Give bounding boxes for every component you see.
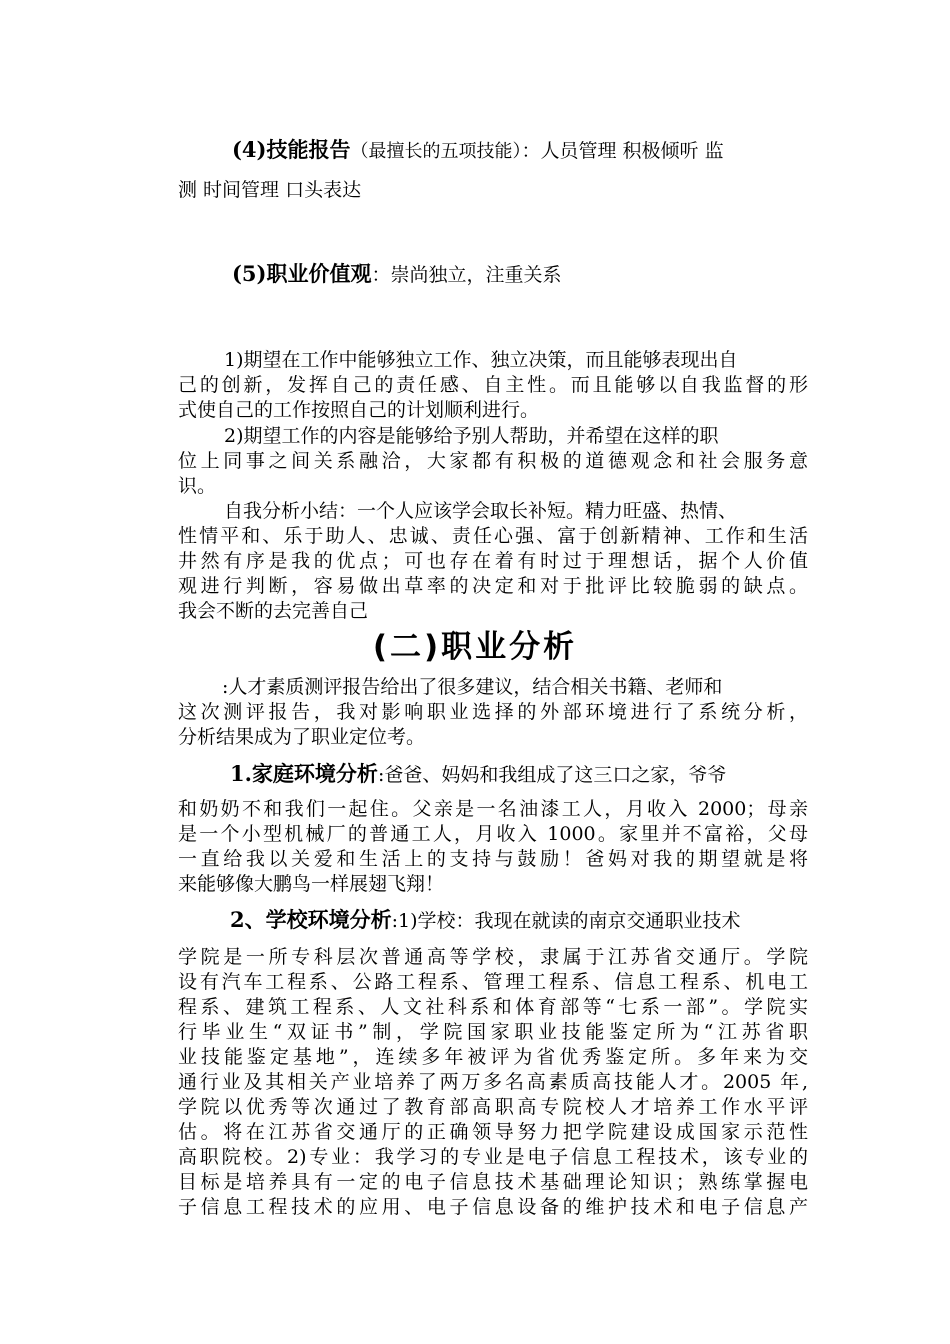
para2-line-2: 位上同事之间关系融洽，大家都有积极的道德观念和社会服务意 bbox=[178, 450, 808, 472]
school-first-rest: :1)学校：我现在就读的南京交通职业技术 bbox=[391, 910, 741, 932]
section-title: (二)职业分析 bbox=[372, 629, 578, 665]
values-rest: ：崇尚独立，注重关系 bbox=[371, 264, 562, 286]
school-label: 2、学校环境分析 bbox=[230, 907, 392, 932]
school-first-line bbox=[230, 908, 741, 933]
para3-line-5: 我会不断的去完善自己 bbox=[178, 600, 369, 622]
skills-line-2: 测 时间管理 口头表达 bbox=[178, 179, 362, 201]
school-line: 高职院校。2)专业：我学习的专业是电子信息工程技术，该专业的 bbox=[178, 1146, 808, 1168]
skills-label: (4)技能报告 bbox=[232, 137, 351, 162]
para2-line-3: 识。 bbox=[178, 475, 217, 497]
para1-line-2: 己的创新，发挥自己的责任感、自主性。而且能够以自我监督的形 bbox=[178, 374, 808, 396]
school-line: 行毕业生“双证书”制，学院国家职业技能鉴定所为“江苏省职 bbox=[178, 1021, 808, 1043]
para1-line-1: 1)期望在工作中能够独立工作、独立决策，而且能够表现出自 bbox=[224, 349, 738, 371]
school-line: 子信息工程技术的应用、电子信息设备的维护技术和电子信息产 bbox=[178, 1196, 808, 1218]
para4-line-3: 分析结果成为了职业定位考。 bbox=[178, 726, 426, 748]
para4-line-1: :人才素质测评报告给出了很多建议，结合相关书籍、老师和 bbox=[222, 676, 723, 698]
values-label: (5)职业价值观 bbox=[232, 261, 372, 286]
para1-line-3: 式使自己的工作按照自己的计划顺利进行。 bbox=[178, 399, 540, 421]
skills-line-1 bbox=[232, 138, 724, 164]
family-label: 1.家庭环境分析 bbox=[230, 761, 378, 786]
school-line: 目标是培养具有一定的电子信息技术基础理论知识；熟练掌握电 bbox=[178, 1171, 808, 1193]
family-first-rest: :爸爸、妈妈和我组成了这三口之家，爷爷 bbox=[377, 764, 727, 786]
para3-line-1: 自我分析小结：一个人应该学会取长补短。精力旺盛、热情、 bbox=[224, 500, 738, 522]
family-line: 是一个小型机械厂的普通工人，月收入 1000。家里并不富裕，父母 bbox=[178, 823, 808, 845]
para4-line-2: 这次测评报告，我对影响职业选择的外部环境进行了系统分析， bbox=[178, 701, 808, 723]
skills-rest: ：人员管理 积极倾听 监 bbox=[521, 140, 724, 162]
school-line: 估。将在江苏省交通厅的正确领导努力把学院建设成国家示范性 bbox=[178, 1121, 808, 1143]
skills-paren: （最擅长的五项技能） bbox=[350, 141, 522, 162]
para3-line-4: 观进行判断，容易做出草率的决定和对于批评比较脆弱的缺点。 bbox=[178, 575, 808, 597]
school-line: 通行业及其相关产业培养了两万多名高素质高技能人才。2005 年, bbox=[178, 1071, 808, 1093]
school-line: 学院是一所专科层次普通高等学校，隶属于江苏省交通厅。学院 bbox=[178, 946, 808, 968]
school-line: 业技能鉴定基地”，连续多年被评为省优秀鉴定所。多年来为交 bbox=[178, 1046, 808, 1068]
para3-line-3: 井然有序是我的优点；可也存在着有时过于理想话，据个人价值 bbox=[178, 550, 808, 572]
values-line bbox=[232, 262, 562, 287]
family-first-line bbox=[230, 762, 726, 787]
family-line: 一直给我以关爱和生活上的支持与鼓励！爸妈对我的期望就是将 bbox=[178, 848, 808, 870]
school-line: 程系、建筑工程系、人文社科系和体育部等“七系一部”。学院实 bbox=[178, 996, 808, 1018]
family-line: 来能够像大鹏鸟一样展翅飞翔！ bbox=[178, 873, 445, 895]
school-line: 学院以优秀等次通过了教育部高职高专院校人才培养工作水平评 bbox=[178, 1096, 808, 1118]
para3-line-2: 性情平和、乐于助人、忠诚、责任心强、富于创新精神、工作和生活 bbox=[178, 525, 808, 547]
family-line: 和奶奶不和我们一起住。父亲是一名油漆工人，月收入 2000；母亲 bbox=[178, 798, 808, 820]
para2-line-1: 2)期望工作的内容是能够给予别人帮助，并希望在这样的职 bbox=[224, 425, 719, 447]
school-line: 设有汽车工程系、公路工程系、管理工程系、信息工程系、机电工 bbox=[178, 971, 808, 993]
